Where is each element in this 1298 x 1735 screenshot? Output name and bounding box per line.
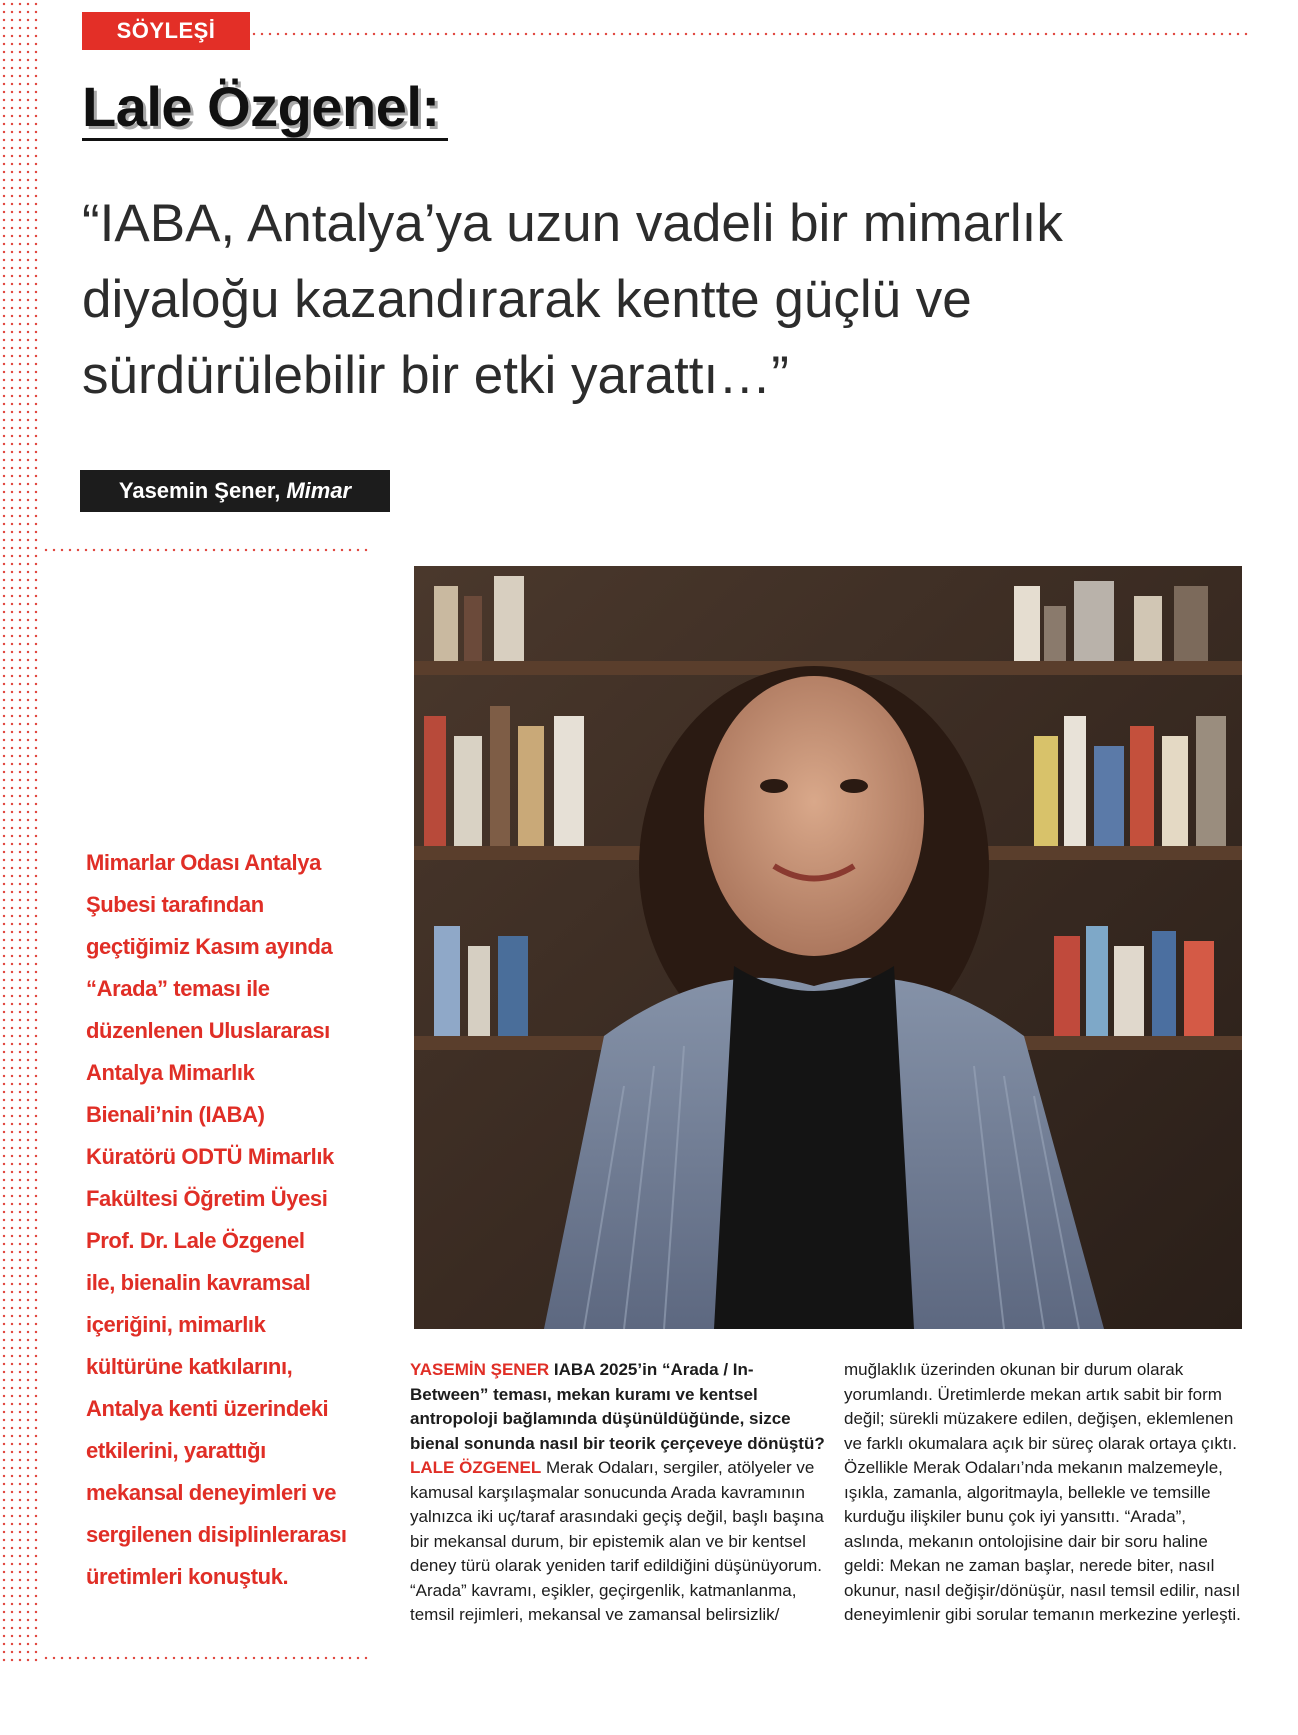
intro-line: ile, bienalin kavramsal: [86, 1270, 311, 1295]
intro-line: Fakültesi Öğretim Üyesi: [86, 1186, 328, 1211]
portrait-photo: [414, 566, 1242, 1329]
question-text: IABA 2025’in “Arada / In-Between” teması, mekan kuramı ve kentsel antropoloji bağlamında düşünüldüğünde, sizce bienal sonunda nasıl bir teorik çerçeveye dönüştü?: [410, 1360, 825, 1453]
intro-line: sergilenen disiplinlerarası: [86, 1522, 347, 1547]
pull-quote: [82, 186, 1232, 414]
intro-line: düzenlenen Uluslararası: [86, 1018, 330, 1043]
intro-line: içeriğini, mimarlık: [86, 1312, 266, 1337]
quote-line-3: sürdürülebilir bir etki yarattı…”: [82, 346, 789, 405]
quote-line-1: “IABA, Antalya’ya uzun vadeli bir mimarlık: [82, 194, 1063, 253]
headline: Lale Özgenel:: [82, 75, 440, 138]
byline-role: Mimar: [286, 478, 352, 503]
intro-text: [86, 842, 386, 1598]
intro-line: Bienali’nin (IABA): [86, 1102, 265, 1127]
headline-underline: [82, 138, 448, 141]
dotted-rule-middle: [42, 546, 372, 554]
intro-line: Mimarlar Odası Antalya: [86, 850, 321, 875]
intro-line: etkilerini, yarattığı: [86, 1438, 266, 1463]
body-column-2: [844, 1358, 1242, 1628]
intro-line: geçtiğimiz Kasım ayında: [86, 934, 333, 959]
byline: [80, 470, 390, 512]
answer-paragraph: [410, 1456, 826, 1628]
answer-text-1: Merak Odaları, sergiler, atölyeler ve kamusal karşılaşmalar sonucunda Arada kavramının yalnızca iki uç/taraf arasındaki geçiş değil, başlı başına bir mekansal durum, bir epistemik alan ve bir kentsel deney türü olarak yeniden tarif edildiğini düşünüyorum. “Arada” kavramı, eşikler, geçirgenlik, katmanlanma, temsil rejimleri, mekansal ve zamansal belirsizlik/: [410, 1458, 824, 1624]
dotted-rule-bottom: [42, 1654, 372, 1662]
interviewer-name: YASEMİN ŞENER: [410, 1360, 550, 1379]
question-paragraph: [410, 1358, 826, 1456]
dotted-rule-top: [250, 30, 1250, 38]
quote-line-2: diyaloğu kazandırarak kentte güçlü ve: [82, 270, 972, 329]
intro-line: Şubesi tarafından: [86, 892, 264, 917]
intro-line: Antalya kenti üzerindeki: [86, 1396, 329, 1421]
intro-line: “Arada” teması ile: [86, 976, 270, 1001]
dotted-margin-left: [0, 0, 42, 1662]
answer-text-2: muğlaklık üzerinden okunan bir durum olarak yorumlandı. Üretimlerde mekan artık sabit bir form değil; sürekli müzakere edilen, değişen, eklemlenen ve farklı okumalara açık bir süreç olarak ortaya çıktı. Özellikle Merak Odaları’nda mekanın malzemeyle, ışıkla, zamanla, algoritmayla, bellekle ve temsille kurduğu ilişkiler bunu çok iyi yansıttı. “Arada”, aslında, mekanın ontolojisine dair bir soru haline geldi: Mekan ne zaman başlar, nerede biter, nasıl okunur, nasıl değişir/dönüşür, nasıl temsil edilir, nasıl deneyimlenir gibi sorular temanın merkezine yerleşti.: [844, 1360, 1241, 1624]
intro-line: Küratörü ODTÜ Mimarlık: [86, 1144, 334, 1169]
intro-line: mekansal deneyimleri ve: [86, 1480, 337, 1505]
intro-line: Antalya Mimarlık: [86, 1060, 255, 1085]
byline-name: Yasemin Şener,: [118, 478, 281, 503]
intro-line: kültürüne katkılarını,: [86, 1354, 293, 1379]
interviewee-name: LALE ÖZGENEL: [410, 1458, 542, 1477]
section-tag: SÖYLEŞİ: [82, 12, 250, 50]
intro-line: Prof. Dr. Lale Özgenel: [86, 1228, 305, 1253]
intro-line: üretimleri konuştuk.: [86, 1564, 289, 1589]
body-column-1: [410, 1358, 826, 1628]
